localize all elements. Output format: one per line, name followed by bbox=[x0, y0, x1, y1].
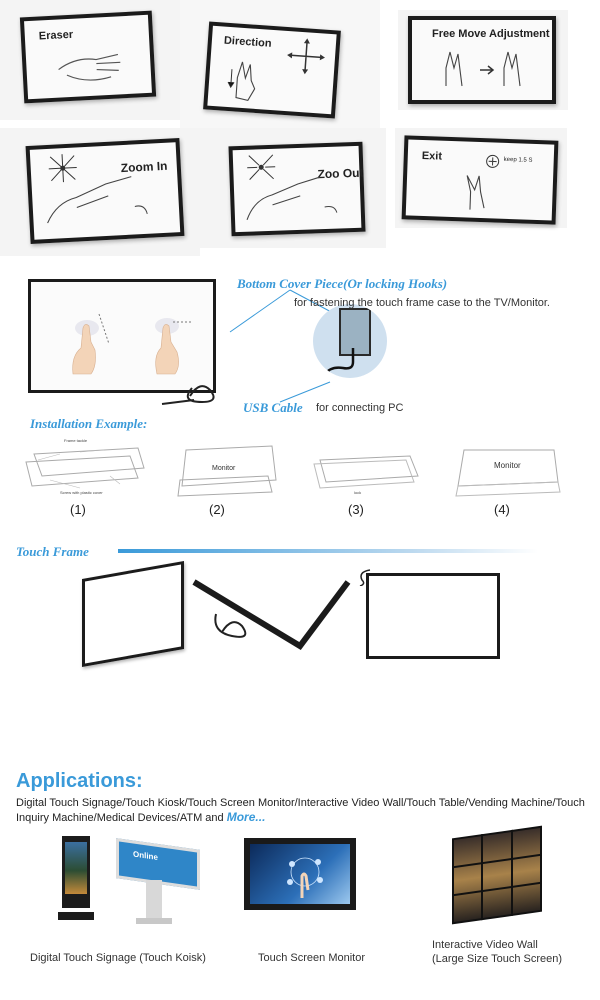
applications-description bbox=[16, 796, 588, 825]
gesture-card-zoom-out bbox=[200, 128, 386, 248]
exit-screen bbox=[402, 135, 559, 224]
touch-frame-title-rule bbox=[118, 549, 538, 553]
touch-frame-photo-2 bbox=[192, 576, 352, 652]
install-step-2-number: (2) bbox=[209, 502, 225, 517]
signage-screen bbox=[65, 842, 87, 894]
direction-title: Direction bbox=[223, 34, 272, 50]
install-step-1-number: (1) bbox=[70, 502, 86, 517]
gesture-card-direction bbox=[180, 0, 380, 128]
install-step-3-label: lock bbox=[354, 490, 362, 495]
usb-cable-desc: for connecting PC bbox=[316, 402, 404, 414]
kiosk-base bbox=[136, 918, 172, 924]
kiosk-stand bbox=[146, 880, 162, 920]
bottom-cover-title: Bottom Cover Piece(Or locking Hooks) bbox=[237, 276, 448, 291]
touch-frame-photo-1 bbox=[82, 561, 184, 667]
bottom-cover-detail bbox=[313, 304, 387, 378]
applications-description-text: Digital Touch Signage/Touch Kiosk/Touch Screen Monitor/Interactive Video Wall/Touch Table/Vending Machine/Touch Inquiry Machine/Medical Devices/ATM and bbox=[16, 797, 585, 824]
gesture-card-eraser bbox=[0, 0, 180, 120]
exit-note: keep 1.5 S bbox=[503, 156, 533, 164]
install-step-4-monitor-label: Monitor bbox=[494, 461, 521, 470]
install-step-3-number: (3) bbox=[348, 502, 364, 517]
interactive-video-wall bbox=[452, 826, 542, 925]
exit-target-icon bbox=[485, 154, 499, 168]
touch-frame-title: Touch Frame bbox=[16, 544, 89, 559]
usb-cable-title: USB Cable bbox=[243, 400, 303, 415]
bottom-cover-desc: for fastening the touch frame case to the TV/Monitor. bbox=[294, 297, 550, 309]
application-caption-signage: Digital Touch Signage (Touch Koisk) bbox=[30, 952, 206, 964]
zoom-in-title: Zoom In bbox=[120, 158, 168, 176]
eraser-screen bbox=[20, 11, 156, 104]
application-caption-monitor: Touch Screen Monitor bbox=[258, 952, 365, 964]
install-step-2-monitor-label: Monitor bbox=[212, 465, 236, 472]
gesture-card-exit bbox=[395, 128, 567, 228]
video-wall-screen bbox=[454, 828, 540, 922]
eraser-title: Eraser bbox=[38, 28, 74, 43]
install-step-4-diagram bbox=[454, 444, 564, 500]
install-step-1-top-label: Frame tackle bbox=[64, 438, 88, 443]
touch-network-icon bbox=[280, 850, 330, 900]
direction-arrows-icon bbox=[280, 35, 333, 78]
video-wall-divider-v1 bbox=[481, 834, 483, 920]
installation-title: Installation Example: bbox=[30, 416, 148, 431]
touch-frame-cable-icon bbox=[356, 566, 376, 586]
install-step-4-number: (4) bbox=[494, 502, 510, 517]
gesture-card-zoom-in bbox=[0, 128, 200, 256]
digital-signage-totem bbox=[62, 836, 90, 908]
application-caption-videowall-line1: Interactive Video Wall bbox=[432, 939, 538, 951]
zoom-out-title: Zoo Out bbox=[317, 165, 364, 182]
gesture-card-free-move bbox=[398, 10, 568, 110]
install-step-3-diagram bbox=[310, 446, 420, 496]
application-caption-videowall-line2: (Large Size Touch Screen) bbox=[432, 953, 563, 965]
monitor-screen bbox=[250, 844, 350, 904]
touch-screen-monitor bbox=[244, 838, 356, 910]
video-wall-divider-v2 bbox=[511, 830, 513, 916]
free-move-screen bbox=[408, 16, 556, 104]
free-move-hands-icon bbox=[440, 48, 530, 90]
zoom-out-gesture-icon bbox=[237, 150, 360, 228]
signage-base bbox=[58, 912, 94, 920]
palm-hand-icon bbox=[56, 46, 138, 90]
touch-frame-photo-3 bbox=[366, 573, 500, 659]
v-hand-icon bbox=[462, 171, 493, 212]
zoom-in-screen bbox=[26, 138, 185, 244]
kiosk-screen-text: Online bbox=[133, 849, 158, 862]
free-move-title: Free Move Adjustment bbox=[432, 28, 550, 40]
zoom-out-screen bbox=[228, 142, 365, 237]
cable-detail bbox=[323, 348, 383, 378]
direction-screen bbox=[203, 22, 341, 119]
install-step-1-bottom-label: Screw with plastic cover bbox=[60, 490, 103, 495]
zoom-in-gesture-icon bbox=[34, 146, 178, 233]
exit-title: Exit bbox=[421, 149, 443, 163]
applications-title: Applications: bbox=[16, 770, 143, 792]
two-finger-hand-icon bbox=[226, 57, 269, 104]
applications-more-link[interactable]: More... bbox=[226, 810, 266, 824]
